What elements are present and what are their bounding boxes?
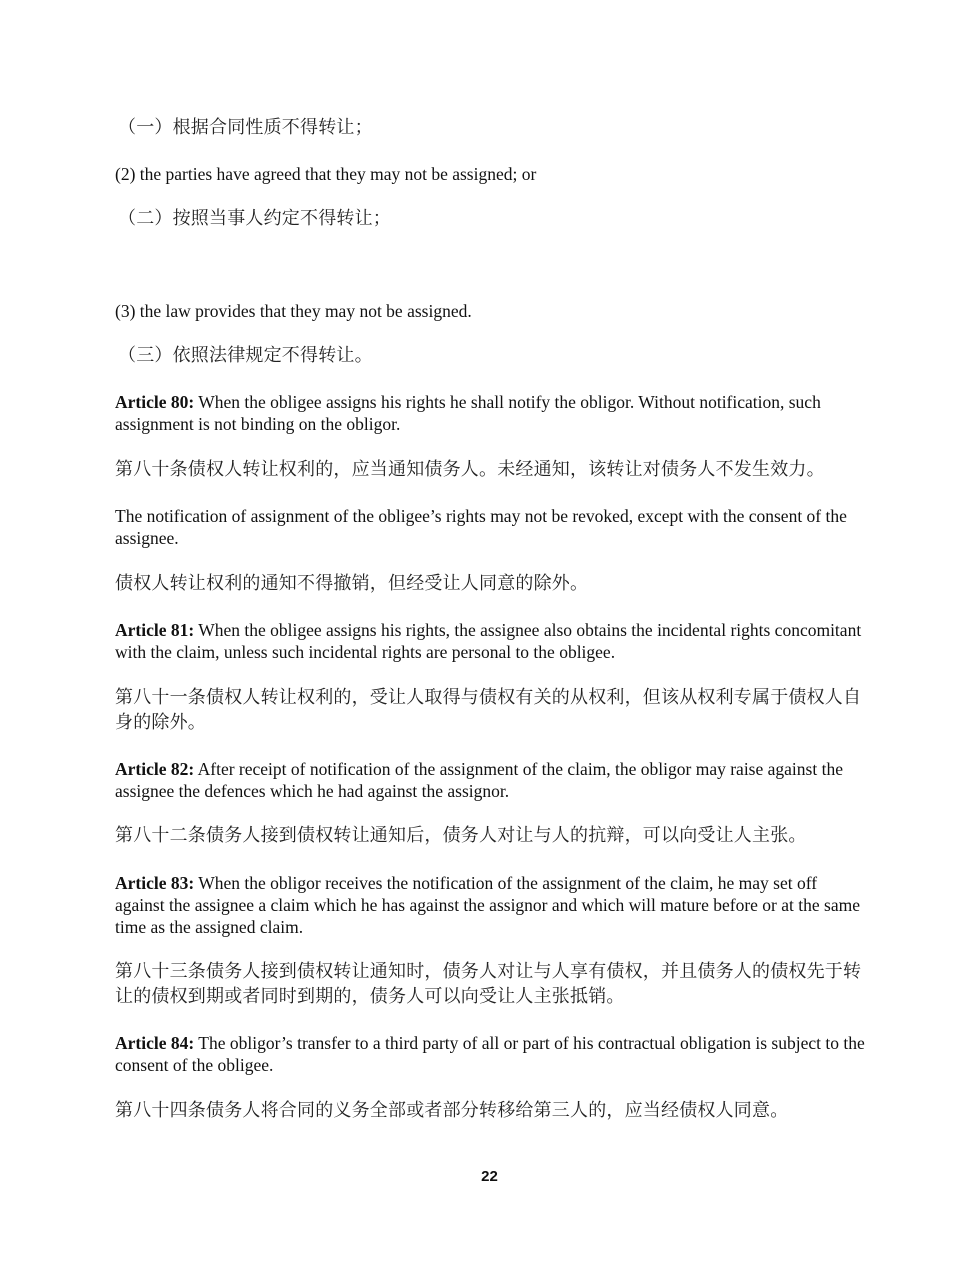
article-83-chinese: 第八十三条债务人接到债权转让通知时，债务人对让与人享有债权，并且债务人的债权先于转让的债权到期或者同时到期的，债务人可以向受让人主张抵销。 <box>115 961 862 1007</box>
item-2-chinese: （二）按照当事人约定不得转让； <box>118 208 391 229</box>
item-2-english: (2) the parties have agreed that they may not be assigned; or <box>115 164 537 184</box>
article-82-label: Article 82: <box>115 759 195 779</box>
item-3-english: (3) the law provides that they may not be assigned. <box>115 301 472 321</box>
item-1-chinese: （一）根据合同性质不得转让； <box>118 117 373 138</box>
article-80-chinese-2: 债权人转让权利的通知不得撤销，但经受让人同意的除外。 <box>115 573 589 594</box>
article-83-label: Article 83: <box>115 873 195 893</box>
article-81-label: Article 81: <box>115 620 195 640</box>
item-3-chinese: （三）依照法律规定不得转让。 <box>118 345 373 366</box>
article-83-english <box>115 872 865 938</box>
article-80-text: When the obligee assigns his rights he shall notify the obligor. Without notification, such assignment is not binding on the obligor. <box>115 392 821 434</box>
article-84-label: Article 84: <box>115 1033 195 1053</box>
article-80-label: Article 80: <box>115 392 195 412</box>
article-84-english <box>115 1032 865 1076</box>
page-number: 22 <box>481 1168 498 1185</box>
article-84-chinese: 第八十四条债务人将合同的义务全部或者部分转移给第三人的，应当经债权人同意。 <box>115 1100 789 1121</box>
article-84-text: The obligor’s transfer to a third party of all or part of his contractual obligation is subject to the consent of the obligee. <box>115 1033 865 1075</box>
article-80-chinese: 第八十条债权人转让权利的，应当通知债务人。未经通知，该转让对债务人不发生效力。 <box>115 459 825 480</box>
article-83-text: When the obligor receives the notification of the assignment of the claim, he may set off against the assignee a claim which he has against the assignor and which will mature before or at the same time as the assigned claim. <box>115 873 860 937</box>
article-81-english <box>115 619 865 663</box>
article-82-chinese: 第八十二条债务人接到债权转让通知后，债务人对让与人的抗辩，可以向受让人主张。 <box>115 825 807 846</box>
article-81-chinese: 第八十一条债权人转让权利的，受让人取得与债权有关的从权利，但该从权利专属于债权人自身的除外。 <box>115 687 862 733</box>
article-80-english-2: The notification of assignment of the obligee’s rights may not be revoked, except with the consent of the assignee. <box>115 506 847 548</box>
article-82-english <box>115 758 865 802</box>
article-81-text: When the obligee assigns his rights, the assignee also obtains the incidental rights concomitant with the claim, unless such incidental rights are personal to the obligee. <box>115 620 862 662</box>
article-82-text: After receipt of notification of the assignment of the claim, the obligor may raise against the assignee the defences which he had against the assignor. <box>115 759 843 801</box>
article-80-english <box>115 391 865 435</box>
